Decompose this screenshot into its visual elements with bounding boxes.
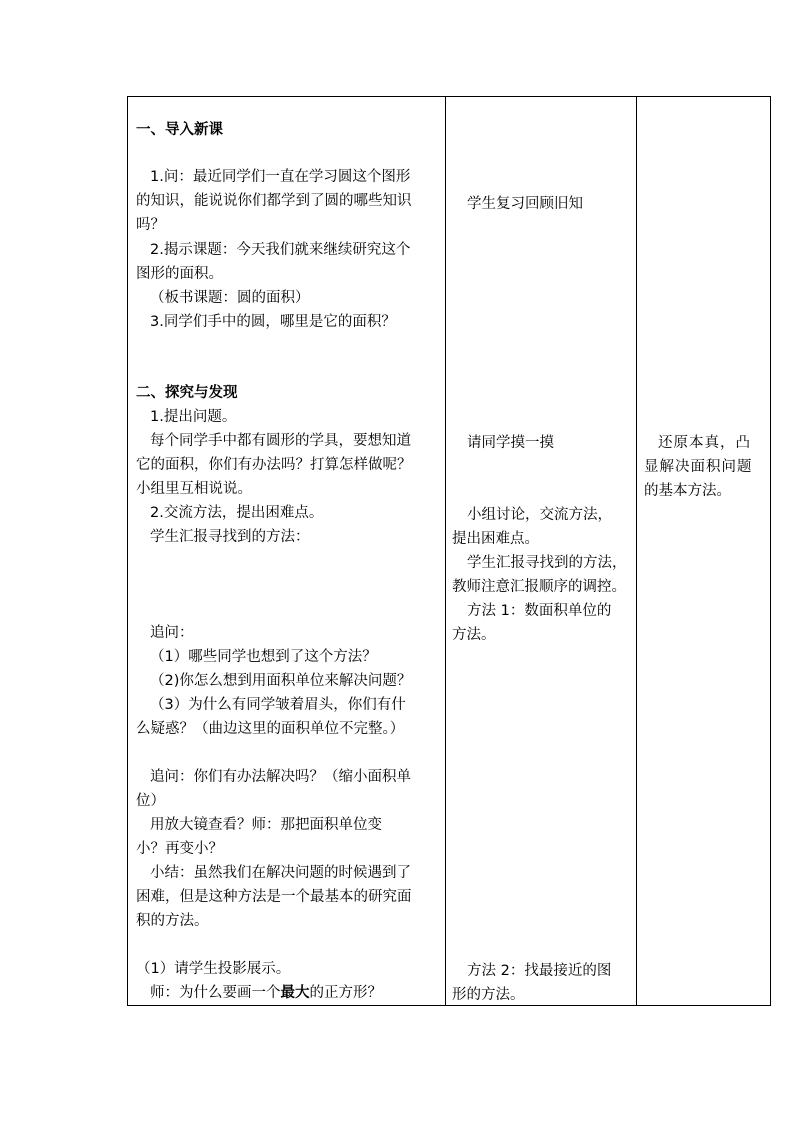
text-line: 的知识，能说说你们都学到了圆的哪些知识 xyxy=(136,193,412,209)
text-line: 1.提出问题。 xyxy=(150,409,237,425)
student-activity-text: 学生汇报寻找到的方法， xyxy=(467,555,627,571)
text-line: （2)你怎么想到用面积单位来解决问题？ xyxy=(150,673,412,689)
text-run: 师：为什么要画一个 xyxy=(150,985,281,1001)
text-line: 小组里互相说说。 xyxy=(136,481,252,497)
text-line-with-emphasis xyxy=(150,985,382,1002)
lesson-plan-table xyxy=(127,96,771,1006)
student-activity-text: 方法。 xyxy=(452,627,496,643)
student-activity-text: 请同学摸一摸 xyxy=(467,435,554,451)
text-line: 么疑惑？（曲边这里的面积单位不完整。） xyxy=(136,721,405,737)
text-line: 每个同学手中都有圆形的学具，要想知道 xyxy=(150,433,411,449)
design-note-text: 的基本方法。 xyxy=(644,483,731,499)
text-line: 1.问：最近同学们一直在学习圆这个图形 xyxy=(150,169,411,185)
text-line: （3）为什么有同学皱着眉头，你们有什 xyxy=(150,697,406,713)
text-run: 的正方形？ xyxy=(309,985,382,1001)
text-line: 追问：你们有办法解决吗？（缩小面积单 xyxy=(150,769,411,785)
student-activity-text: 教师注意汇报顺序的调控。 xyxy=(452,579,626,595)
text-line: 小结：虽然我们在解决问题的时候遇到了 xyxy=(150,865,411,881)
text-line: 吗？ xyxy=(136,217,165,233)
student-activity-text: 形的方法。 xyxy=(452,987,525,1003)
column-divider xyxy=(636,97,637,1005)
emphasis-text: 最大 xyxy=(280,985,310,1001)
text-line: （1）请学生投影展示。 xyxy=(136,961,291,977)
text-line: 追问： xyxy=(150,625,194,641)
text-line: 小？再变小？ xyxy=(136,841,223,857)
column-divider xyxy=(445,97,446,1005)
text-line: 困难，但是这种方法是一个最基本的研究面 xyxy=(136,889,412,905)
student-activity-text: 方法 1：数面积单位的 xyxy=(467,603,612,619)
text-line: （板书课题：圆的面积） xyxy=(150,290,310,306)
section-heading-intro: 一、导入新课 xyxy=(136,122,223,138)
text-line: 积的方法。 xyxy=(136,913,209,929)
student-activity-text: 方法 2：找最接近的图 xyxy=(467,963,612,979)
student-activity-text: 小组讨论，交流方法， xyxy=(467,507,612,523)
student-activity-text: 提出困难点。 xyxy=(452,531,539,547)
text-line: 学生汇报寻找到的方法： xyxy=(150,529,310,545)
design-note-text: 还原本真，凸 xyxy=(658,435,751,451)
text-line: 它的面积，你们有办法吗？打算怎样做呢？ xyxy=(136,457,412,473)
text-line: 位） xyxy=(136,793,165,809)
text-line: 3.同学们手中的圆，哪里是它的面积？ xyxy=(150,314,396,330)
text-line: 2.交流方法，提出困难点。 xyxy=(150,505,324,521)
design-note-text: 显解决面积问题 xyxy=(644,459,753,475)
student-activity-text: 学生复习回顾旧知 xyxy=(467,196,583,212)
text-line: 2.揭示课题：今天我们就来继续研究这个 xyxy=(150,242,411,258)
section-heading-explore: 二、探究与发现 xyxy=(136,385,238,401)
text-line: 用放大镜查看？师：那把面积单位变 xyxy=(150,817,382,833)
text-line: （1）哪些同学也想到了这个方法？ xyxy=(150,649,377,665)
text-line: 图形的面积。 xyxy=(136,266,223,282)
